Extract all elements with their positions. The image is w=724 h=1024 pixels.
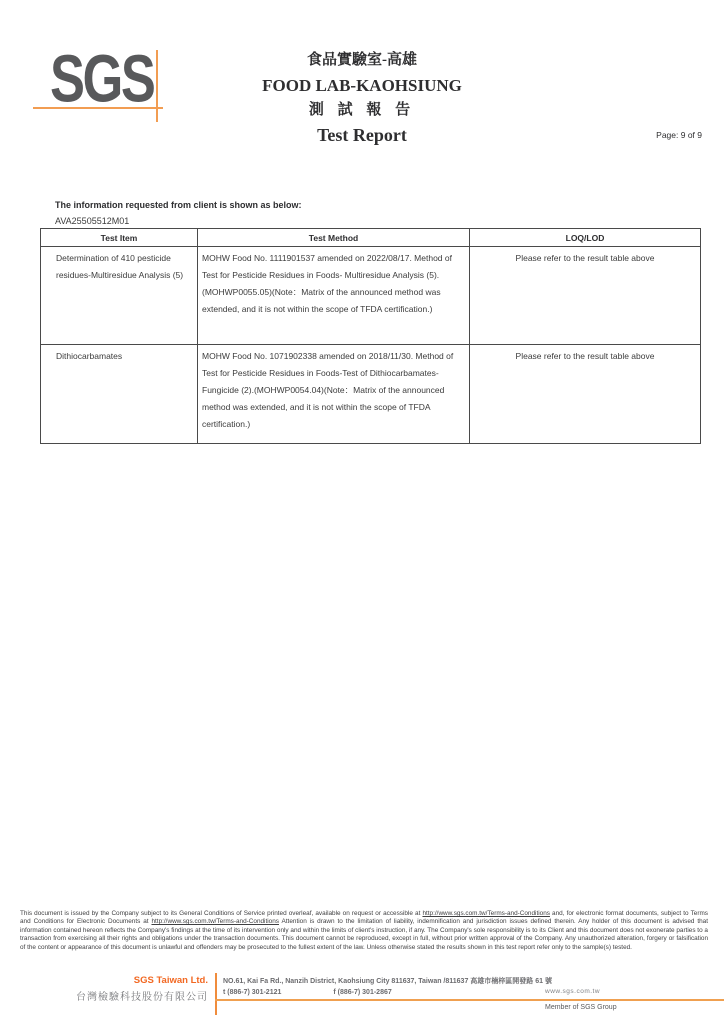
legal-disclaimer — [20, 910, 708, 952]
table-row — [41, 345, 701, 444]
column-header-loq-lod: LOQ/LOD — [470, 229, 701, 247]
disclaimer-text: Attention is drawn to the limitation of liability, indemnification and jurisdiction issues defined therein. Any holder of this document is advised that information contained hereon reflects the Company's findings at the time of its intervention only and within the limits of client's instruction, if any. The Company's sole responsibility is to its Client and this document does not exonerate parties to a transaction from exercising all their rights and obligations under the transaction documents. This document cannot be reproduced, except in full, without prior written approval of the Company. Any unauthorized alteration, forgery or falsification of the content or appearance of this document is unlawful and offenders may be prosecuted to the fullest extent of the law. Unless otherwise stated the results shown in this test report refer only to the sample(s) tested. — [20, 918, 708, 951]
lab-title-en: FOOD LAB-KAOHSIUNG — [262, 76, 462, 95]
test-method-cell: MOHW Food No. 1111901537 amended on 2022/08/17. Method of Test for Pesticide Residues in Foods- Multiresidue Analysis (5).(MOHWP0055.05)(Note：Matrix of the announced method was extended, and it is not within the scope of TFDA certification.) — [198, 247, 470, 345]
table-header-row — [41, 229, 701, 247]
test-method-cell: MOHW Food No. 1071902338 amended on 2018/11/30. Method of Test for Pesticide Residues in Foods-Test of Dithiocarbamates-Fungicide (2).(MOHWP0054.04)(Note：Matrix of the announced method was extended, and it is not within the scope of TFDA certification.) — [198, 345, 470, 444]
sgs-logo-text: SGS — [50, 40, 154, 117]
company-fax: f (886-7) 301-2867 — [333, 989, 392, 996]
disclaimer-text: This document is issued by the Company subject to its General Conditions of Service printed overleaf, available on request or accessible at — [20, 910, 423, 917]
company-phones — [223, 989, 543, 996]
terms-and-conditions-link[interactable]: http://www.sgs.com.tw/Terms-and-Conditions — [422, 910, 550, 917]
table-row — [41, 247, 701, 345]
page-number: Page: 9 of 9 — [656, 130, 702, 140]
test-item-cell: Dithiocarbamates — [41, 345, 198, 444]
disclaimer-text: and, for electronic format documents, subject to Terms and Conditions for Electronic Documents at — [20, 910, 708, 926]
intro-text: The information requested from client is shown as below: — [55, 200, 302, 210]
report-header — [0, 40, 724, 148]
company-name-en: SGS Taiwan Ltd. — [133, 975, 208, 986]
report-title-zh: 測 試 報 告 — [308, 102, 416, 118]
company-website-link[interactable]: www.sgs.com.tw — [545, 988, 601, 995]
lab-title-zh: 食品實驗室-高雄 — [307, 52, 417, 68]
company-tel: t (886-7) 301-2121 — [223, 989, 282, 996]
test-item-cell: Determination of 410 pesticide residues-Multiresidue Analysis (5) — [41, 247, 198, 345]
company-address: NO.61, Kai Fa Rd., Nanzih District, Kaohsiung City 811637, Taiwan /811637 高雄市楠梓區開發路 61 號 — [223, 978, 552, 985]
report-title-en: Test Report — [317, 125, 407, 145]
test-methods-table — [40, 228, 701, 444]
sample-id: AVA25505512M01 — [55, 216, 130, 226]
column-header-test-item: Test Item — [41, 229, 198, 247]
company-name-zh: 台灣檢驗科技股份有限公司 — [76, 992, 208, 1003]
terms-and-conditions-link[interactable]: http://www.sgs.com.tw/Terms-and-Conditions — [151, 918, 279, 926]
footer-horizontal-divider — [215, 999, 724, 1001]
loq-lod-cell: Please refer to the result table above — [470, 345, 701, 444]
column-header-test-method: Test Method — [198, 229, 470, 247]
footer-vertical-divider — [215, 973, 217, 1015]
member-of-sgs-group: Member of SGS Group — [545, 1004, 617, 1011]
loq-lod-cell: Please refer to the result table above — [470, 247, 701, 345]
